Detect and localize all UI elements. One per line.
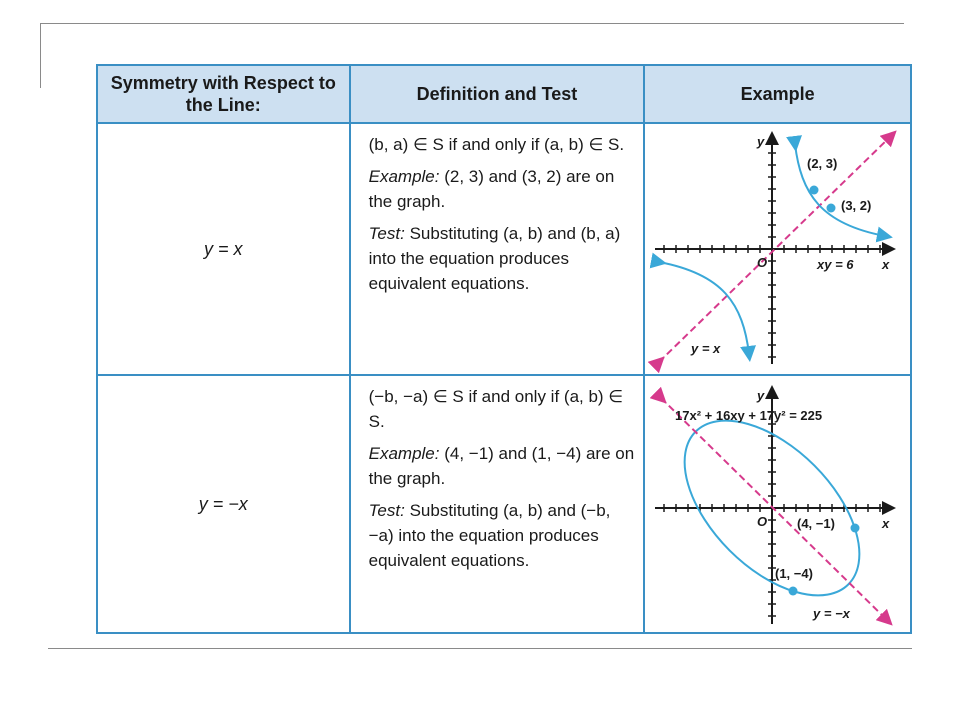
test-label: Test: [368,224,405,243]
example-text: (2, 3) and (3, 2) are on the graph. [368,167,615,211]
equation-label: xy = 6 [817,257,854,272]
point-marker [827,204,836,213]
graph-y-equals-neg-x [645,376,911,632]
symmetry-table [96,64,912,634]
slide-frame-top [40,23,904,24]
y-axis-label: y [757,388,765,403]
graph-y-equals-x [645,124,911,374]
test-text: Substituting (a, b) and (b, a) into the equation produces equivalent equations. [368,224,621,293]
point-label: (2, 3) [807,156,838,171]
y-axis-label: y [757,134,765,149]
equation-label: 17x² + 16xy + 17y² = 225 [675,408,823,423]
point-marker [810,186,819,195]
table-row [97,375,911,633]
x-axis-label: x [882,257,890,272]
line-equation-label: y = x [691,341,721,356]
point-label: (4, −1) [797,516,836,531]
point-label: (1, −4) [775,566,814,581]
slide-frame-left [40,23,41,88]
slide-frame-bottom [48,648,912,649]
test-text: Substituting (a, b) and (−b, −a) into the equation produces equivalent equations. [368,501,611,570]
definition-text: (−b, −a) ∈ S if and only if (a, b) ∈ S. [368,387,624,431]
point-label: (3, 2) [841,198,872,213]
definition-cell [350,375,645,633]
header-symmetry: Symmetry with Respect to the Line: [97,65,350,123]
line-label: y = x [97,123,350,375]
example-label: Example: [368,444,440,463]
example-graph-cell [644,123,911,375]
header-definition: Definition and Test [350,65,645,123]
example-text: (4, −1) and (1, −4) are on the graph. [368,444,635,488]
point-marker [851,524,860,533]
example-paragraph [369,164,636,214]
point-marker [789,587,798,596]
test-paragraph [369,221,636,296]
definition-cell [350,123,645,375]
table-row [97,123,911,375]
origin-label: O [757,514,768,529]
line-equation-label: y = −x [813,606,851,621]
header-example: Example [644,65,911,123]
x-axis-label: x [882,516,890,531]
example-graph-cell [644,375,911,633]
example-label: Example: [368,167,440,186]
definition-text: (b, a) ∈ S if and only if (a, b) ∈ S. [368,135,625,154]
line-label: y = −x [97,375,350,633]
test-label: Test: [368,501,405,520]
header-row [97,65,911,123]
example-paragraph [369,441,636,491]
test-paragraph [369,498,636,573]
origin-label: O [757,255,768,270]
